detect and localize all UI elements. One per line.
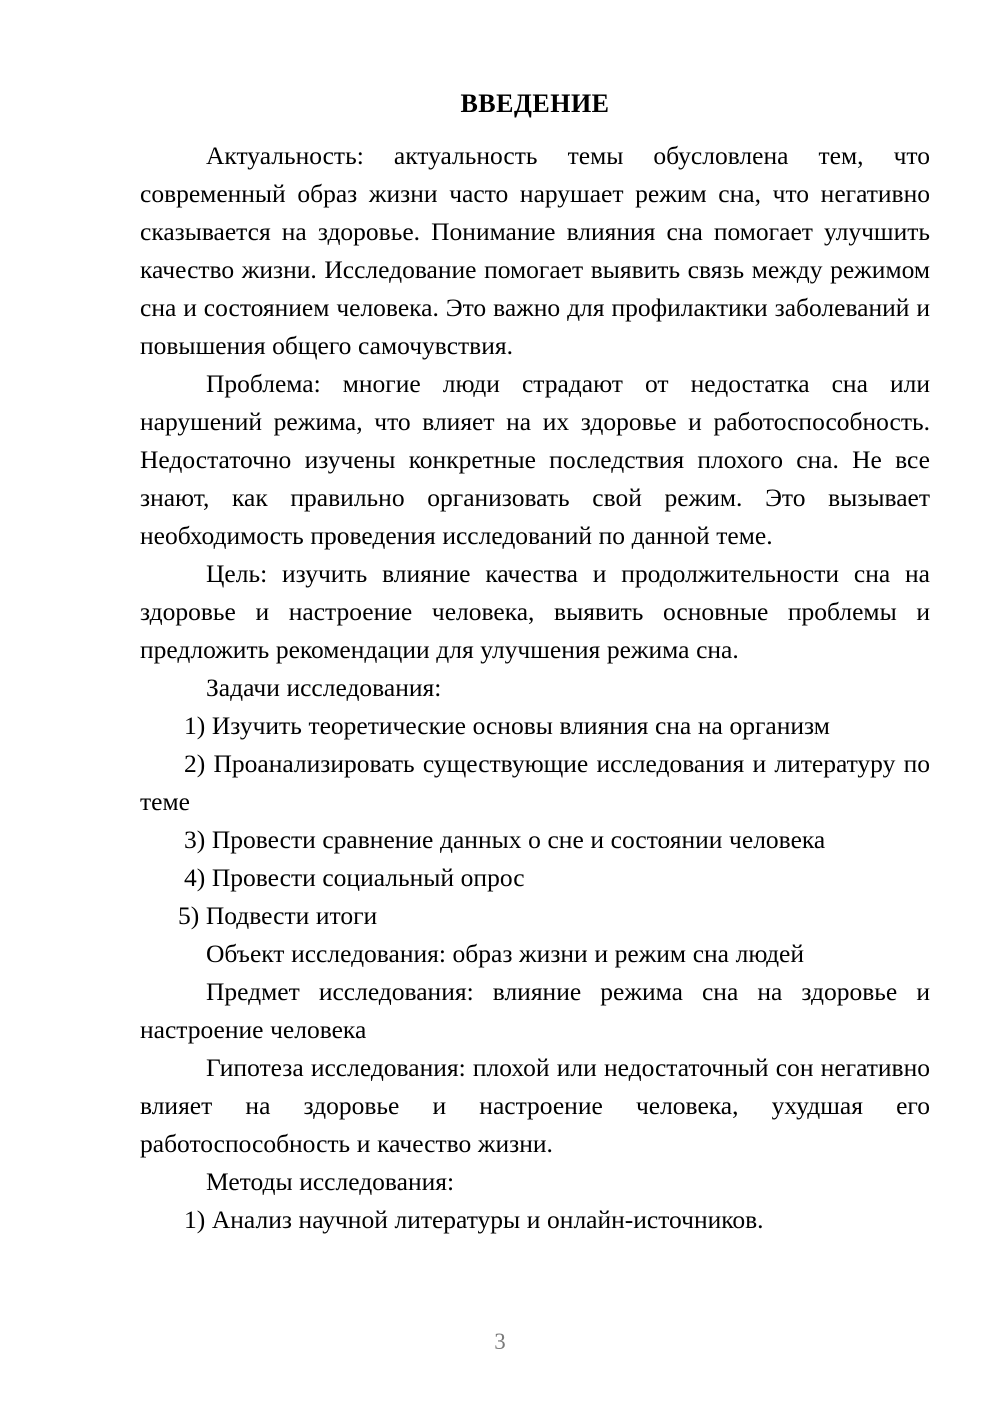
methods-heading: Методы исследования: [206,1166,455,1196]
page-number: 3 [494,1329,506,1354]
methods-item-1: 1) Анализ научной литературы и онлайн-источников. [184,1204,764,1234]
paragraph-problem: Проблема: многие люди страдают от недостатка сна или нарушений режима, что влияет на их здоровье и работоспособность. Недостаточно изучены конкретные последствия плохого сна. Не все знают, как правильно организовать свой режим. Это вызывает необходимость проведения исследований по данной теме. [140,368,930,550]
paragraph-hypothesis: Гипотеза исследования: плохой или недостаточный сон негативно влияет на здоровье и настроение человека, ухудшая его работоспособность и качество жизни. [140,1052,930,1158]
paragraph-subject: Предмет исследования: влияние режима сна на здоровье и настроение человека [140,976,930,1044]
page-title: ВВЕДЕНИЕ [460,89,610,118]
paragraph-goal: Цель: изучить влияние качества и продолжительности сна на здоровье и настроение человека, выявить основные проблемы и предложить рекомендации для улучшения режима сна. [140,558,930,664]
tasks-heading: Задачи исследования: [206,672,442,702]
tasks-item-2: 2) Проанализировать существующие исследования и литературу по теме [140,748,930,816]
tasks-item-4: 4) Провести социальный опрос [184,862,525,892]
paragraph-object: Объект исследования: образ жизни и режим сна людей [206,938,805,968]
tasks-item-5: 5) Подвести итоги [178,900,378,930]
paragraph-relevance: Актуальность: актуальность темы обусловлена тем, что современный образ жизни часто нарушает режим сна, что негативно сказывается на здоровье. Понимание влияния сна помогает улучшить качество жизни. Исследование помогает выявить связь между режимом сна и состоянием человека. Это важно для профилактики заболеваний и повышения общего самочувствия. [140,140,930,360]
tasks-item-3: 3) Провести сравнение данных о сне и состоянии человека [184,824,826,854]
document-body [140,88,930,1239]
tasks-item-1: 1) Изучить теоретические основы влияния сна на организм [184,710,830,740]
